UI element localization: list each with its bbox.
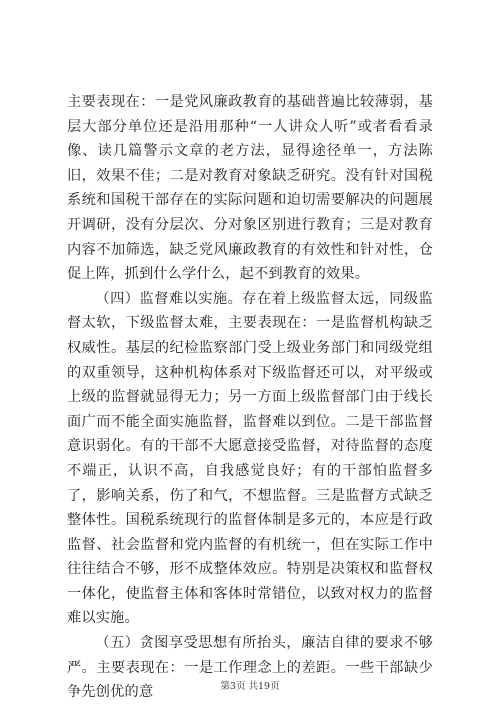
paragraph-section-four: （四）监督难以实施。存在着上级监督太远，同级监督太软，下级监督太难，主要表现在：一是监督机构缺乏权威性。基层的纪检监察部门受上级业务部门和同级党组的双重领导，这种机构体系对下级监督还可以，对平级或上级的监督就显得无力；另一方面上级监督部门由于线长面广而不能全面实施监督，监督难以到位。二是干部监督意识弱化。有的干部不大愿意接受监督，对待监督的态度不端正，认识不高，自我感觉良好；有的干部怕监督多了，影响关系，伤了和气，不想监督。三是监督方式缺乏整体性。国税系统现行的监督体制是多元的，本应是行政监督、社会监督和党内监督的有机统一，但在实际工作中往往结合不够，形不成整体效应。特别是决策权和监督权一体化，使监督主体和客体时常错位，以致对权力的监督难以实施。 [67,290,433,627]
page-footer: 第3页 共19页 [220,681,280,692]
paragraph-continuation: 主要表现在：一是党风廉政教育的基础普遍比较薄弱，基层大部分单位还是沿用那种“一人讲众人听”或者看看录像、读几篇警示文章的老方法，显得途径单一，方法陈旧，效果不佳；二是对教育对象缺乏研究。没有针对国税系统和国税干部存在的实际问题和迫切需要解决的问题展开调研，没有分层次、分对象区别进行教育；三是对教育内容不加筛选，缺乏党风廉政教育的有效性和针对性，仓促上阵，抓到什么学什么，起不到教育的效果。 [67,94,433,283]
document-body [67,90,433,705]
paragraph-section-five: （五）贪图享受思想有所抬头，廉洁自律的要求不够严。主要表现在：一是工作理念上的差距。一些干部缺少争先创优的意 [67,635,433,701]
